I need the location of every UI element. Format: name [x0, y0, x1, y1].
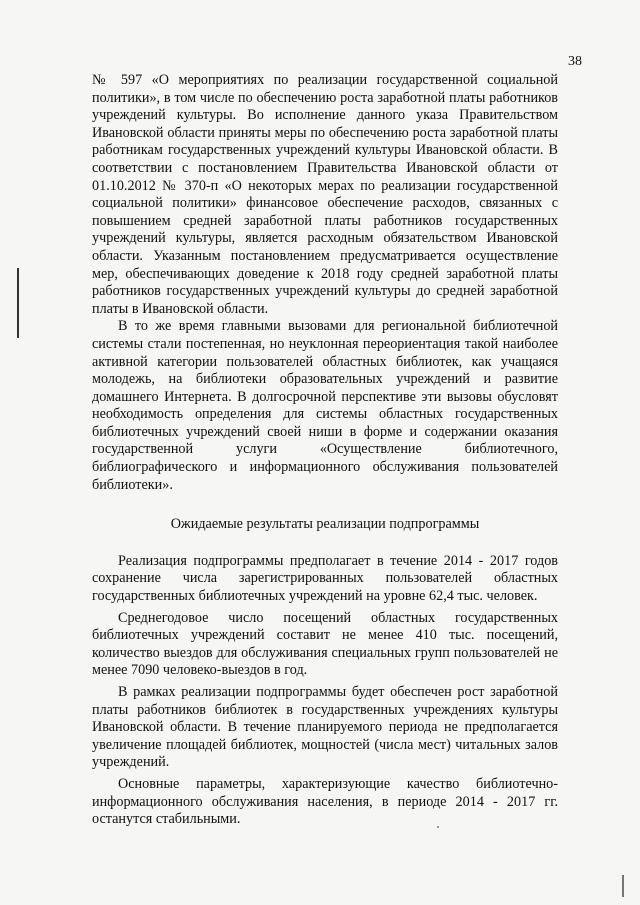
scan-corner-mark [622, 875, 624, 897]
paragraph-result-4: Основные параметры, характеризующие качество библиотечно-информационного обслуживания населения, в периоде 2014 - 2017 гг. останутся стабильными. [92, 775, 558, 828]
paragraph-intro-1: № 597 «О мероприятиях по реализации государственной социальной политики», в том числе по обеспечению роста заработной платы работников учреждений культуры. Во исполнение данного указа Правительством Ивановской области приняты меры по обеспечению роста заработной платы работникам государственных учреждений культуры Ивановской области. В соответствии с постановлением Правительства Ивановской области от 01.10.2012 № 370-п «О некоторых мерах по реализации государственной социальной политики» финансовое обеспечение расходов, связанных с повышением средней заработной платы работников государственных учреждений культуры, является расходным обязательством Ивановской области. Указанным постановлением предусматривается осуществление мер, обеспечивающих доведение к 2018 году средней заработной платы работников государственных учреждений культуры до средней заработной платы в Ивановской области. [92, 72, 558, 317]
paragraph-intro-2: В то же время главными вызовами для региональной библиотечной системы стали постепенная, но неуклонная переориентация такой наиболее активной категории пользователей областных библиотек, как учащаяся молодежь, на библиотеки образовательных учреждений и развитие домашнего Интернета. В долгосрочной перспективе эти вызовы обусловят необходимость определения для системы областных государственных библиотечных учреждений своей ниши в форме и содержании оказания государственной услуги «Осуществление библиотечного, библиографического и информационного обслуживания пользователей библиотеки». [92, 318, 558, 493]
paragraph-result-3: В рамках реализации подпрограммы будет обеспечен рост заработной платы работников библиотек в государственных учреждениях культуры Ивановской области. В течение планируемого периода не предполагается увеличение площадей библиотек, мощностей (числа мест) читальных залов учреждений. [92, 684, 558, 771]
paragraph-result-1: Реализация подпрограммы предполагает в течение 2014 - 2017 годов сохранение числа зарегистрированных пользователей областных государственных библиотечных учреждений на уровне 62,4 тыс. человек. [92, 552, 558, 605]
scan-margin-mark [17, 268, 19, 338]
page-number: 38 [568, 54, 582, 69]
paragraph-result-2: Среднегодовое число посещений областных государственных библиотечных учреждений составит не менее 410 тыс. посещений, количество выездов для обслуживания специальных групп пользователей не менее 7090 человеко-выездов в год. [92, 609, 558, 679]
document-body [92, 72, 558, 829]
section-heading: Ожидаемые результаты реализации подпрограммы [170, 516, 480, 533]
